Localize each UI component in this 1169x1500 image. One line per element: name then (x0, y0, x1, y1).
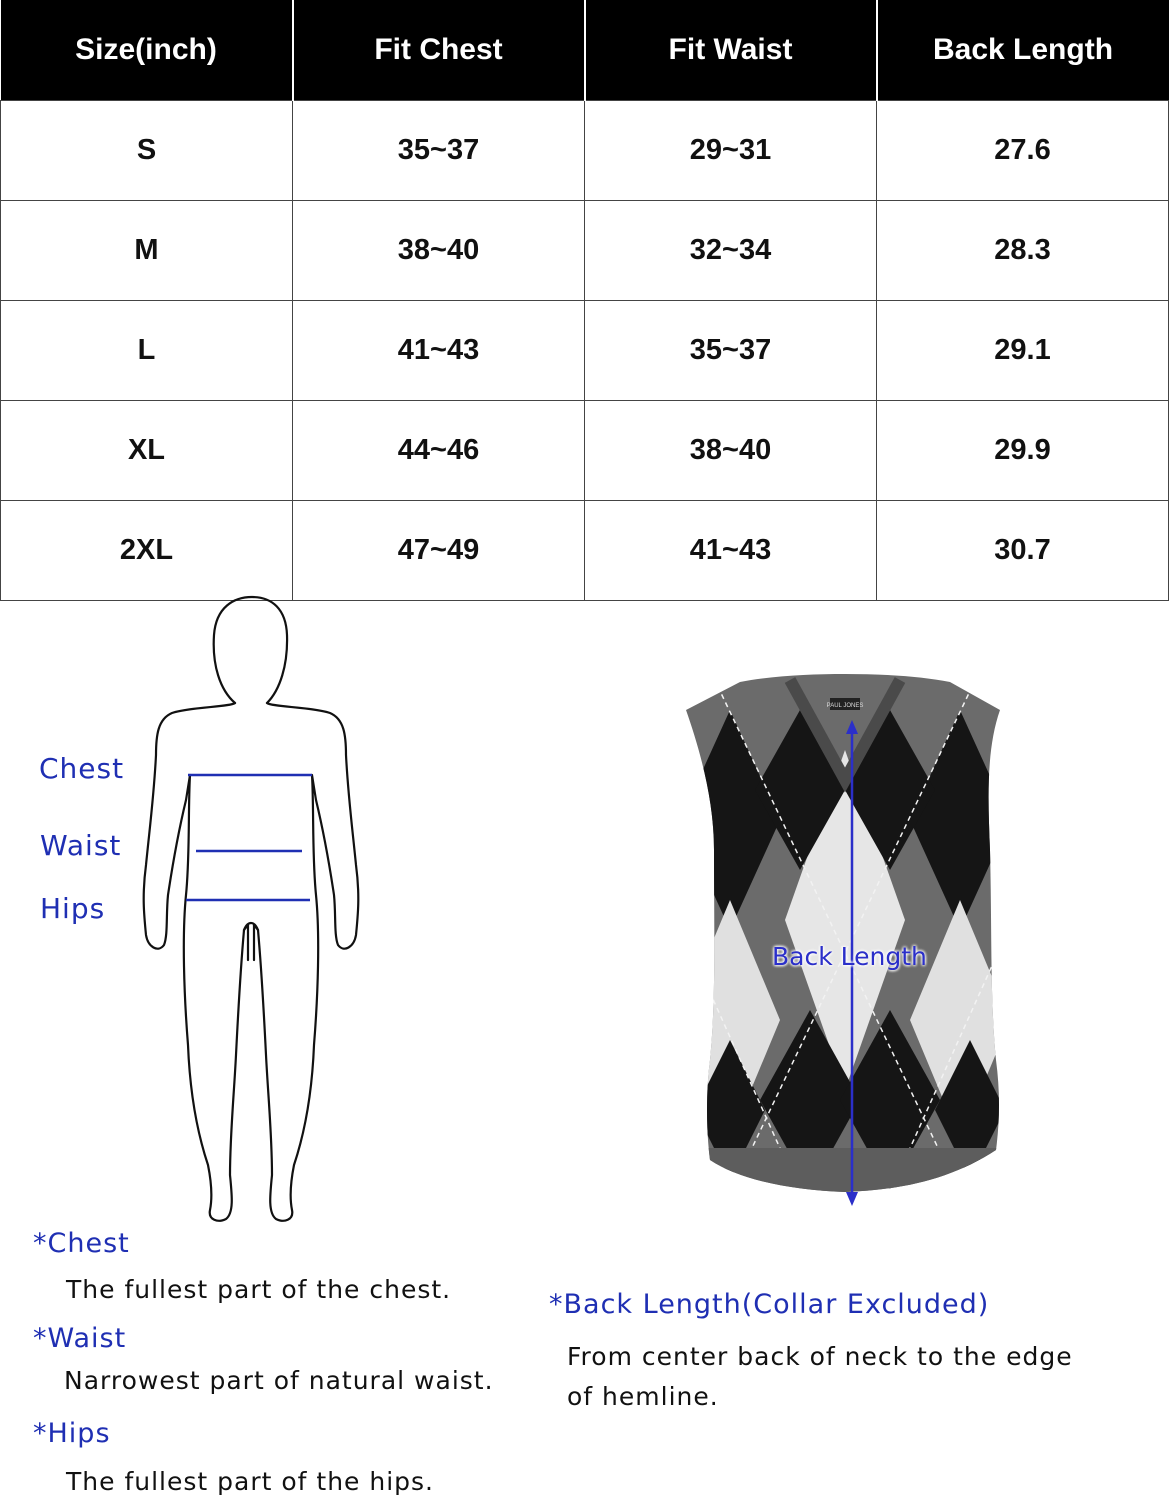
length-cell: 29.9 (877, 401, 1169, 501)
chest-desc-text: The fullest part of the chest. (66, 1275, 452, 1304)
back-length-desc-text-1: From center back of neck to the edge (567, 1342, 1073, 1371)
waist-cell: 29~31 (585, 101, 877, 201)
table-row (1, 501, 1169, 601)
waist-desc-title: *Waist (33, 1323, 127, 1354)
waist-cell: 32~34 (585, 201, 877, 301)
chest-cell: 38~40 (293, 201, 585, 301)
size-cell: M (1, 201, 293, 301)
chest-label: Chest (39, 752, 125, 785)
table-row (1, 201, 1169, 301)
size-cell: 2XL (1, 501, 293, 601)
brand-tag: PAUL JONES (826, 703, 864, 709)
back-length-desc-title: *Back Length(Collar Excluded) (549, 1289, 990, 1320)
length-cell: 27.6 (877, 101, 1169, 201)
waist-cell: 41~43 (585, 501, 877, 601)
size-cell: XL (1, 401, 293, 501)
header-size: Size(inch) (1, 0, 293, 101)
header-fit-waist: Fit Waist (585, 0, 877, 101)
chest-cell: 41~43 (293, 301, 585, 401)
hips-label: Hips (40, 892, 106, 925)
waist-desc-text: Narrowest part of natural waist. (64, 1366, 494, 1395)
table-row (1, 401, 1169, 501)
length-cell: 29.1 (877, 301, 1169, 401)
size-cell: S (1, 101, 293, 201)
table-header-row (1, 0, 1169, 101)
size-chart-table (0, 0, 1169, 601)
header-fit-chest: Fit Chest (293, 0, 585, 101)
back-length-label: Back Length (772, 942, 927, 971)
length-cell: 30.7 (877, 501, 1169, 601)
chest-desc-title: *Chest (33, 1228, 130, 1259)
table-row (1, 301, 1169, 401)
header-back-length: Back Length (877, 0, 1169, 101)
chest-cell: 44~46 (293, 401, 585, 501)
body-figure-illustration (130, 595, 380, 1230)
chest-cell: 35~37 (293, 101, 585, 201)
chest-cell: 47~49 (293, 501, 585, 601)
hips-desc-title: *Hips (33, 1418, 111, 1449)
length-cell: 28.3 (877, 201, 1169, 301)
table-row (1, 101, 1169, 201)
hips-desc-text: The fullest part of the hips. (66, 1467, 435, 1496)
back-length-desc-text-2: of hemline. (567, 1382, 719, 1411)
waist-cell: 38~40 (585, 401, 877, 501)
waist-label: Waist (40, 829, 122, 862)
waist-cell: 35~37 (585, 301, 877, 401)
size-cell: L (1, 301, 293, 401)
